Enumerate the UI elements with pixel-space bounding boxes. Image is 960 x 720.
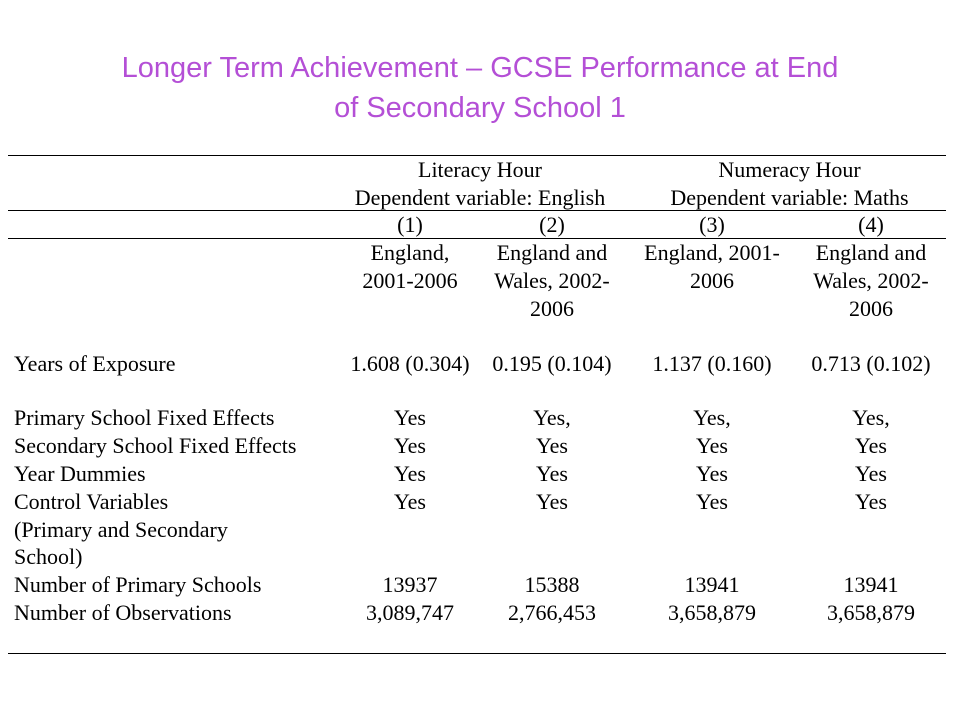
row-value: 0.195 (0.104) [492, 351, 612, 376]
row-value: 13937 [382, 572, 438, 597]
slide-title-line-2: of Secondary School 1 [334, 92, 626, 124]
group-header-numeracy [632, 156, 947, 212]
row-value: Yes [854, 461, 887, 486]
row-label: Number of Observations [14, 600, 232, 625]
slide-title [0, 48, 960, 128]
sample-description [632, 239, 792, 295]
group-name: Literacy Hour [418, 157, 542, 182]
row-label: Number of Primary Schools [14, 572, 262, 597]
group-header-literacy [334, 156, 626, 212]
row-label: Year Dummies [14, 461, 146, 486]
row-value: Yes [854, 433, 887, 458]
row-value: Yes, [852, 405, 890, 430]
group-dependent-variable: Dependent variable: English [354, 185, 606, 210]
row-value: Yes [695, 489, 728, 514]
sample-line: Wales, 2002- [813, 268, 929, 293]
group-dependent-variable: Dependent variable: Maths [670, 185, 909, 210]
row-value: Yes [393, 489, 426, 514]
row-label: Years of Exposure [14, 351, 176, 376]
row-label-continuation: (Primary and Secondary [14, 517, 228, 542]
row-value: Yes, [693, 405, 731, 430]
row-value: 3,089,747 [366, 600, 454, 625]
row-value: 1.137 (0.160) [652, 351, 772, 376]
column-number: (1) [397, 212, 423, 237]
row-value: 3,658,879 [827, 600, 915, 625]
group-name: Numeracy Hour [718, 157, 861, 182]
sample-line: 2006 [849, 296, 893, 321]
row-label: Primary School Fixed Effects [14, 405, 275, 430]
column-number: (2) [539, 212, 565, 237]
row-value: 3,658,879 [668, 600, 756, 625]
sample-line: England and [815, 240, 927, 265]
row-value: 0.713 (0.102) [811, 351, 931, 376]
row-value: Yes [854, 489, 887, 514]
row-value: Yes [695, 461, 728, 486]
row-value: 13941 [843, 572, 899, 597]
row-value: 2,766,453 [508, 600, 596, 625]
row-value: Yes [535, 433, 568, 458]
row-value: 13941 [684, 572, 740, 597]
sample-line: Wales, 2002- [494, 268, 610, 293]
row-value: 1.608 (0.304) [350, 351, 470, 376]
table-bottom-rule [8, 653, 946, 654]
sample-description [334, 239, 486, 295]
row-value: Yes [393, 461, 426, 486]
sample-line: 2001-2006 [362, 268, 458, 293]
row-value: Yes [535, 461, 568, 486]
slide-title-line-1: Longer Term Achievement – GCSE Performance at End [121, 52, 839, 84]
sample-line: England and [496, 240, 608, 265]
sample-line: 2006 [690, 268, 734, 293]
sample-description [795, 239, 947, 323]
row-value: Yes [695, 433, 728, 458]
row-value: Yes [393, 405, 426, 430]
row-label-continuation: School) [14, 544, 83, 569]
row-value: Yes [535, 489, 568, 514]
sample-line: England, 2001- [644, 240, 780, 265]
row-value: Yes [393, 433, 426, 458]
sample-description [478, 239, 626, 323]
row-label: Control Variables [14, 489, 169, 514]
column-number: (3) [699, 212, 725, 237]
sample-line: England, [370, 240, 450, 265]
row-label: Secondary School Fixed Effects [14, 433, 297, 458]
row-value: Yes, [533, 405, 571, 430]
column-number: (4) [858, 212, 884, 237]
row-value: 15388 [524, 572, 580, 597]
sample-line: 2006 [530, 296, 574, 321]
